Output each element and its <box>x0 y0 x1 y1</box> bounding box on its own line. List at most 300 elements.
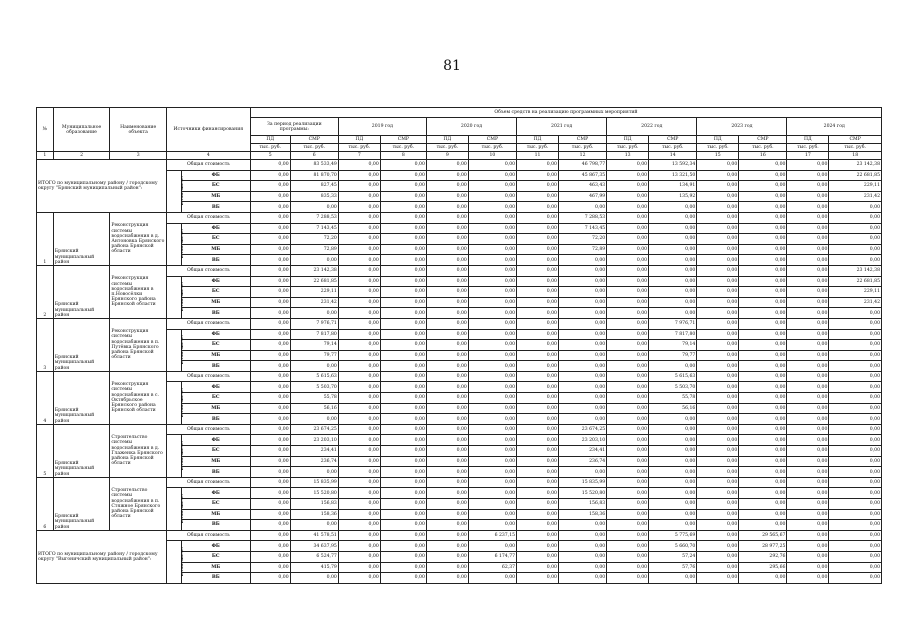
value-cell: 0,00 <box>607 191 649 202</box>
value-cell: 0,00 <box>426 551 468 562</box>
value-cell: 0,00 <box>426 170 468 181</box>
header-unit: тыс. руб. <box>649 144 697 152</box>
value-cell: 0,00 <box>787 223 829 234</box>
value-cell: 0,00 <box>468 181 516 192</box>
value-cell: 0,00 <box>787 371 829 382</box>
source-ВБ: ВБ <box>181 308 250 319</box>
value-cell: 0,00 <box>338 255 380 266</box>
header-unit: тыс. руб. <box>338 144 380 152</box>
value-cell: 0,00 <box>558 340 606 351</box>
value-cell: 0,00 <box>829 329 882 340</box>
value-cell: 0,00 <box>607 308 649 319</box>
value-cell: 0,00 <box>250 297 290 308</box>
value-cell: 0,00 <box>338 181 380 192</box>
value-cell: 0,00 <box>558 393 606 404</box>
value-cell: 0,00 <box>250 329 290 340</box>
value-cell: 0,00 <box>558 530 606 541</box>
value-cell: 0,00 <box>426 212 468 223</box>
municipality-name: Брянский муниципальный район <box>53 212 110 265</box>
value-cell: 0,00 <box>517 287 559 298</box>
value-cell: 0,00 <box>290 308 338 319</box>
header-unit: тыс. руб. <box>607 144 649 152</box>
value-cell: 0,00 <box>338 499 380 510</box>
value-cell: 0,00 <box>426 191 468 202</box>
value-cell: 0,00 <box>338 509 380 520</box>
value-cell: 0,00 <box>380 477 426 488</box>
value-cell: 0,00 <box>607 361 649 372</box>
value-cell: 0,00 <box>607 340 649 351</box>
source-БС: БС <box>181 393 250 404</box>
value-cell: 0,00 <box>338 541 380 552</box>
value-cell: 0,00 <box>290 202 338 213</box>
value-cell: 0,00 <box>426 446 468 457</box>
value-cell: 0,00 <box>468 191 516 202</box>
value-cell: 0,00 <box>787 424 829 435</box>
value-cell: 0,00 <box>697 499 739 510</box>
object-name: Реконструкция системы водоснабжения в д. Антоновка Брянского района Брянской области <box>110 212 167 265</box>
group-total-row <box>37 318 882 329</box>
value-cell: 0,00 <box>829 234 882 245</box>
value-cell: 13 321,50 <box>649 170 697 181</box>
value-cell: 135,92 <box>649 191 697 202</box>
value-cell: 0,00 <box>739 467 787 478</box>
value-cell: 0,00 <box>338 340 380 351</box>
value-cell: 0,00 <box>787 551 829 562</box>
value-cell: 0,00 <box>517 446 559 457</box>
value-cell: 0,00 <box>697 234 739 245</box>
value-cell: 0,00 <box>426 414 468 425</box>
value-cell: 0,00 <box>468 160 516 171</box>
table-body <box>37 160 882 584</box>
value-cell: 0,00 <box>338 223 380 234</box>
value-cell: 7 143,45 <box>558 223 606 234</box>
value-cell: 0,00 <box>380 244 426 255</box>
header-smr: СМР <box>649 136 697 144</box>
value-cell: 0,00 <box>426 403 468 414</box>
value-cell: 0,00 <box>649 467 697 478</box>
value-cell: 0,00 <box>426 520 468 531</box>
group-total-row <box>37 371 882 382</box>
value-cell: 0,00 <box>607 435 649 446</box>
value-cell: 0,00 <box>250 212 290 223</box>
value-cell: 0,00 <box>338 488 380 499</box>
value-cell: 0,00 <box>649 435 697 446</box>
value-cell: 0,00 <box>697 297 739 308</box>
value-cell: 0,00 <box>380 255 426 266</box>
value-cell: 22 681,85 <box>829 276 882 287</box>
including-label <box>166 435 185 477</box>
value-cell: 0,00 <box>338 573 380 584</box>
value-cell: 0,00 <box>697 446 739 457</box>
value-cell: 0,00 <box>468 477 516 488</box>
value-cell: 0,00 <box>829 403 882 414</box>
value-cell: 7 817,80 <box>649 329 697 340</box>
value-cell: 0,00 <box>250 499 290 510</box>
value-cell: 0,00 <box>517 382 559 393</box>
value-cell: 0,00 <box>607 287 649 298</box>
value-cell: 0,00 <box>739 456 787 467</box>
value-cell: 0,00 <box>558 414 606 425</box>
value-cell: 0,00 <box>607 393 649 404</box>
value-cell: 0,00 <box>697 520 739 531</box>
value-cell: 0,00 <box>468 265 516 276</box>
value-cell: 0,00 <box>739 435 787 446</box>
value-cell: 0,00 <box>697 350 739 361</box>
including-text: в том числе: <box>179 440 185 471</box>
source-МБ: МБ <box>181 350 250 361</box>
value-cell: 0,00 <box>468 446 516 457</box>
value-cell: 0,00 <box>380 191 426 202</box>
row-number: 2 <box>37 265 54 318</box>
header-period: За период реализации программы: <box>250 118 338 136</box>
value-cell: 0,00 <box>338 276 380 287</box>
value-cell: 0,00 <box>829 446 882 457</box>
object-name: Реконструкция системы водоснабжения в п.Новосёлки Брянского района Брянской области <box>110 265 167 318</box>
value-cell: 0,00 <box>649 573 697 584</box>
source-МБ: МБ <box>181 244 250 255</box>
value-cell: 0,00 <box>380 446 426 457</box>
value-cell: 0,00 <box>468 403 516 414</box>
value-cell: 0,00 <box>250 244 290 255</box>
value-cell: 0,00 <box>338 393 380 404</box>
total-cost-label: Общая стоимость <box>166 265 250 276</box>
value-cell: 0,00 <box>649 297 697 308</box>
value-cell: 0,00 <box>468 276 516 287</box>
value-cell: 0,00 <box>517 223 559 234</box>
value-cell: 0,00 <box>290 255 338 266</box>
value-cell: 0,00 <box>829 223 882 234</box>
value-cell: 0,00 <box>649 446 697 457</box>
value-cell: 0,00 <box>250 181 290 192</box>
value-cell: 0,00 <box>558 297 606 308</box>
value-cell: 0,00 <box>787 276 829 287</box>
value-cell: 0,00 <box>739 393 787 404</box>
value-cell: 0,00 <box>250 403 290 414</box>
value-cell: 0,00 <box>739 191 787 202</box>
value-cell: 0,00 <box>787 265 829 276</box>
value-cell: 0,00 <box>517 191 559 202</box>
value-cell: 0,00 <box>787 202 829 213</box>
value-cell: 0,00 <box>739 265 787 276</box>
value-cell: 0,00 <box>250 541 290 552</box>
value-cell: 0,00 <box>697 318 739 329</box>
value-cell: 295,66 <box>739 562 787 573</box>
object-name: Строительство системы водоснабжения в д. Глаженка Брянского района Брянской области <box>110 424 167 477</box>
header-pd: ПД <box>517 136 559 144</box>
including-text: в том числе: <box>179 546 185 577</box>
table-header <box>37 108 882 160</box>
value-cell: 0,00 <box>607 181 649 192</box>
value-cell: 57,76 <box>649 562 697 573</box>
value-cell: 0,00 <box>338 551 380 562</box>
value-cell: 0,00 <box>697 562 739 573</box>
value-cell: 0,00 <box>338 530 380 541</box>
value-cell: 0,00 <box>649 424 697 435</box>
value-cell: 0,00 <box>517 435 559 446</box>
source-ВБ: ВБ <box>181 202 250 213</box>
value-cell: 0,00 <box>607 202 649 213</box>
column-number: 11 <box>517 152 559 160</box>
including-label <box>166 541 185 583</box>
value-cell: 0,00 <box>607 509 649 520</box>
value-cell: 0,00 <box>426 340 468 351</box>
value-cell: 0,00 <box>517 414 559 425</box>
value-cell: 0,00 <box>380 223 426 234</box>
value-cell: 0,00 <box>739 170 787 181</box>
value-cell: 0,00 <box>517 530 559 541</box>
value-cell: 0,00 <box>558 308 606 319</box>
value-cell: 0,00 <box>517 202 559 213</box>
value-cell: 0,00 <box>739 414 787 425</box>
value-cell: 231,42 <box>290 297 338 308</box>
value-cell: 7 976,71 <box>649 318 697 329</box>
value-cell: 0,00 <box>787 361 829 372</box>
value-cell: 0,00 <box>517 234 559 245</box>
value-cell: 0,00 <box>787 477 829 488</box>
value-cell: 0,00 <box>829 424 882 435</box>
value-cell: 0,00 <box>468 297 516 308</box>
value-cell: 0,00 <box>380 520 426 531</box>
value-cell: 0,00 <box>787 350 829 361</box>
value-cell: 0,00 <box>426 297 468 308</box>
header-smr: СМР <box>380 136 426 144</box>
value-cell: 0,00 <box>829 488 882 499</box>
value-cell: 0,00 <box>517 212 559 223</box>
value-cell: 0,00 <box>338 467 380 478</box>
value-cell: 0,00 <box>338 456 380 467</box>
value-cell: 0,00 <box>290 414 338 425</box>
value-cell: 0,00 <box>338 350 380 361</box>
header-smr: СМР <box>290 136 338 144</box>
value-cell: 0,00 <box>787 160 829 171</box>
value-cell: 229,11 <box>829 287 882 298</box>
value-cell: 0,00 <box>697 212 739 223</box>
value-cell: 0,00 <box>829 477 882 488</box>
value-cell: 0,00 <box>787 499 829 510</box>
value-cell: 0,00 <box>787 403 829 414</box>
source-ФБ: ФБ <box>181 170 250 181</box>
row-number: 3 <box>37 318 54 371</box>
value-cell: 0,00 <box>558 350 606 361</box>
value-cell: 0,00 <box>829 308 882 319</box>
value-cell: 0,00 <box>517 393 559 404</box>
value-cell: 0,00 <box>250 551 290 562</box>
value-cell: 0,00 <box>250 393 290 404</box>
value-cell: 0,00 <box>607 212 649 223</box>
value-cell: 0,00 <box>517 488 559 499</box>
header-unit: тыс. руб. <box>250 144 290 152</box>
value-cell: 0,00 <box>517 477 559 488</box>
header-smr: СМР <box>468 136 516 144</box>
total-cost-label: Общая стоимость <box>166 477 250 488</box>
value-cell: 0,00 <box>380 371 426 382</box>
value-cell: 0,00 <box>739 223 787 234</box>
group-total-row <box>37 530 882 541</box>
header-year-2024: 2024 год <box>787 118 882 136</box>
value-cell: 0,00 <box>426 202 468 213</box>
value-cell: 0,00 <box>787 488 829 499</box>
value-cell: 0,00 <box>558 255 606 266</box>
value-cell: 0,00 <box>739 371 787 382</box>
financing-table-wrapper <box>36 107 882 584</box>
value-cell: 41 578,51 <box>290 530 338 541</box>
value-cell: 835,33 <box>290 191 338 202</box>
value-cell: 0,00 <box>649 308 697 319</box>
value-cell: 0,00 <box>338 212 380 223</box>
column-number: 9 <box>426 152 468 160</box>
value-cell: 236,74 <box>290 456 338 467</box>
value-cell: 5 503,70 <box>649 382 697 393</box>
header-object: Наименование объекта <box>110 108 167 152</box>
value-cell: 0,00 <box>250 467 290 478</box>
value-cell: 0,00 <box>426 424 468 435</box>
value-cell: 0,00 <box>468 318 516 329</box>
value-cell: 415,79 <box>290 562 338 573</box>
including-text: в том числе: <box>179 493 185 524</box>
source-БС: БС <box>181 499 250 510</box>
value-cell: 0,00 <box>468 350 516 361</box>
value-cell: 28 977,25 <box>739 541 787 552</box>
value-cell: 0,00 <box>250 318 290 329</box>
value-cell: 0,00 <box>250 488 290 499</box>
value-cell: 0,00 <box>380 509 426 520</box>
value-cell: 0,00 <box>739 403 787 414</box>
value-cell: 0,00 <box>697 488 739 499</box>
total-cost-label: Общая стоимость <box>166 530 250 541</box>
column-number: 18 <box>829 152 882 160</box>
value-cell: 0,00 <box>739 244 787 255</box>
value-cell: 0,00 <box>468 170 516 181</box>
value-cell: 0,00 <box>697 181 739 192</box>
value-cell: 0,00 <box>250 255 290 266</box>
header-year-2021: 2021 год <box>517 118 607 136</box>
source-БС: БС <box>181 287 250 298</box>
value-cell: 0,00 <box>517 160 559 171</box>
value-cell: 0,00 <box>338 170 380 181</box>
value-cell: 0,00 <box>338 477 380 488</box>
value-cell: 0,00 <box>829 350 882 361</box>
value-cell: 0,00 <box>426 573 468 584</box>
value-cell: 0,00 <box>380 318 426 329</box>
value-cell: 0,00 <box>338 202 380 213</box>
value-cell: 0,00 <box>829 361 882 372</box>
source-ФБ: ФБ <box>181 382 250 393</box>
value-cell: 22 681,85 <box>829 170 882 181</box>
header-smr: СМР <box>739 136 787 144</box>
source-БС: БС <box>181 340 250 351</box>
value-cell: 0,00 <box>787 446 829 457</box>
value-cell: 0,00 <box>558 573 606 584</box>
including-label <box>166 276 185 318</box>
value-cell: 7 817,80 <box>290 329 338 340</box>
source-ФБ: ФБ <box>181 541 250 552</box>
financing-table <box>36 107 882 584</box>
value-cell: 0,00 <box>380 530 426 541</box>
value-cell: 0,00 <box>426 467 468 478</box>
value-cell: 0,00 <box>380 160 426 171</box>
value-cell: 0,00 <box>829 244 882 255</box>
object-name: Реконструкция системы водоснабжения в п. Путёвка Брянского района Брянской области <box>110 318 167 371</box>
value-cell: 0,00 <box>787 318 829 329</box>
value-cell: 0,00 <box>829 318 882 329</box>
value-cell: 56,16 <box>290 403 338 414</box>
value-cell: 0,00 <box>649 509 697 520</box>
value-cell: 79,77 <box>649 350 697 361</box>
value-cell: 0,00 <box>829 551 882 562</box>
header-unit: тыс. руб. <box>290 144 338 152</box>
value-cell: 0,00 <box>787 393 829 404</box>
header-year-2020: 2020 год <box>426 118 516 136</box>
value-cell: 0,00 <box>338 562 380 573</box>
value-cell: 0,00 <box>517 424 559 435</box>
row-number: 1 <box>37 212 54 265</box>
value-cell: 5 775,69 <box>649 530 697 541</box>
value-cell: 0,00 <box>468 424 516 435</box>
value-cell: 0,00 <box>338 329 380 340</box>
value-cell: 0,00 <box>607 467 649 478</box>
value-cell: 0,00 <box>338 371 380 382</box>
source-МБ: МБ <box>181 403 250 414</box>
value-cell: 0,00 <box>739 424 787 435</box>
column-number: 8 <box>380 152 426 160</box>
value-cell: 0,00 <box>787 541 829 552</box>
value-cell: 0,00 <box>517 551 559 562</box>
value-cell: 0,00 <box>829 541 882 552</box>
value-cell: 0,00 <box>787 255 829 266</box>
value-cell: 0,00 <box>787 340 829 351</box>
value-cell: 0,00 <box>739 234 787 245</box>
value-cell: 0,00 <box>607 403 649 414</box>
value-cell: 0,00 <box>517 573 559 584</box>
source-ВБ: ВБ <box>181 573 250 584</box>
value-cell: 0,00 <box>517 456 559 467</box>
value-cell: 0,00 <box>649 520 697 531</box>
value-cell: 0,00 <box>607 520 649 531</box>
value-cell: 0,00 <box>468 371 516 382</box>
source-ВБ: ВБ <box>181 467 250 478</box>
value-cell: 79,77 <box>290 350 338 361</box>
value-cell: 0,00 <box>739 520 787 531</box>
value-cell: 0,00 <box>517 276 559 287</box>
source-ФБ: ФБ <box>181 276 250 287</box>
header-year-2023: 2023 год <box>697 118 787 136</box>
value-cell: 0,00 <box>468 541 516 552</box>
value-cell: 23 674,25 <box>290 424 338 435</box>
value-cell: 0,00 <box>829 393 882 404</box>
value-cell: 0,00 <box>250 308 290 319</box>
value-cell: 0,00 <box>739 181 787 192</box>
header-colnum-row <box>37 152 882 160</box>
row-number: 4 <box>37 371 54 424</box>
value-cell: 0,00 <box>829 255 882 266</box>
value-cell: 0,00 <box>787 530 829 541</box>
value-cell: 0,00 <box>697 435 739 446</box>
value-cell: 0,00 <box>338 435 380 446</box>
source-ВБ: ВБ <box>181 414 250 425</box>
value-cell: 0,00 <box>380 202 426 213</box>
column-number: 15 <box>697 152 739 160</box>
value-cell: 0,00 <box>250 530 290 541</box>
value-cell: 0,00 <box>558 562 606 573</box>
value-cell: 0,00 <box>829 340 882 351</box>
value-cell: 0,00 <box>787 435 829 446</box>
value-cell: 0,00 <box>380 488 426 499</box>
value-cell: 0,00 <box>607 350 649 361</box>
source-ФБ: ФБ <box>181 435 250 446</box>
value-cell: 0,00 <box>607 234 649 245</box>
value-cell: 23 142,38 <box>829 160 882 171</box>
header-unit: тыс. руб. <box>829 144 882 152</box>
